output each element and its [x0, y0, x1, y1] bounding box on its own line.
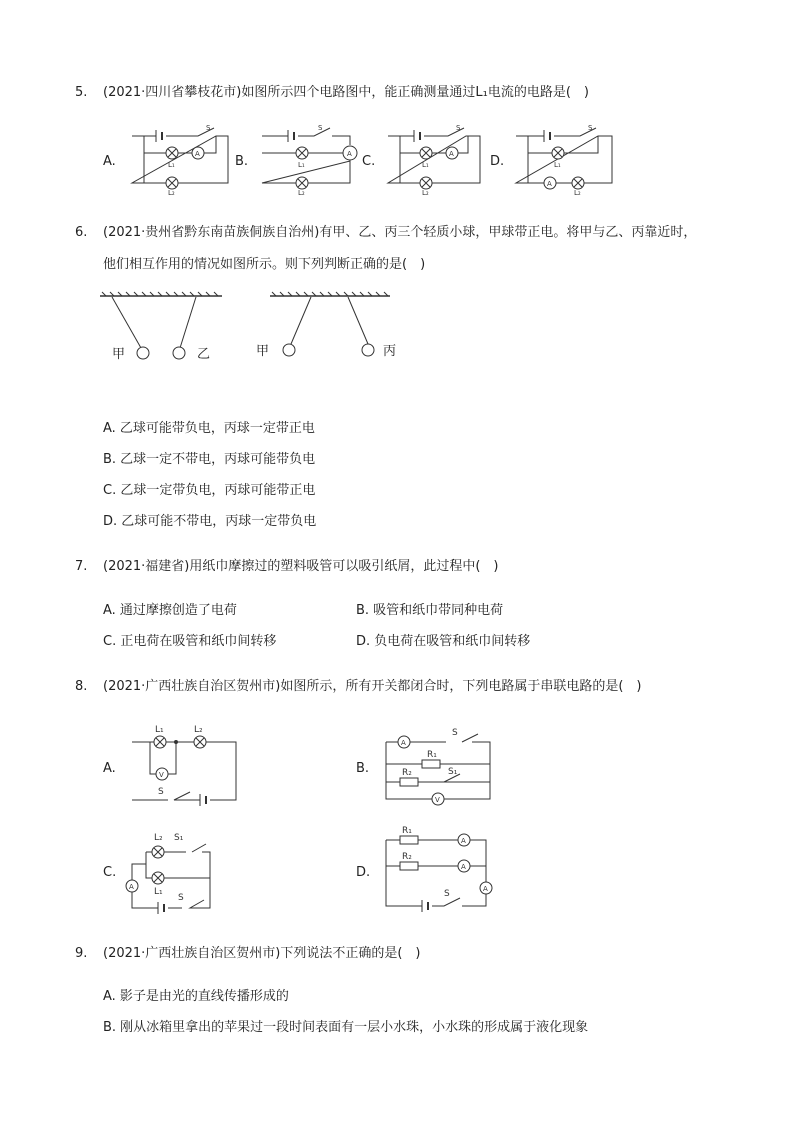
q5-circuit-c: [384, 123, 490, 195]
ammeter-label: A: [461, 837, 466, 845]
option-b: B. 乙球一定不带电，丙球可能带负电: [103, 452, 316, 467]
l1-label: L₁: [422, 161, 429, 169]
option-a: A. 乙球可能带负电，丙球一定带正电: [103, 421, 315, 436]
question-text: (2021·福建省)用纸巾摩擦过的塑料吸管可以吸引纸屑，此过程中( ): [103, 559, 499, 574]
switch-label: S: [206, 124, 211, 132]
ammeter-label: A: [195, 150, 200, 158]
ammeter-label: A: [401, 739, 406, 747]
question-number: 5.: [75, 85, 88, 100]
ammeter-label: A: [461, 863, 466, 871]
q5-circuit-a: [128, 123, 234, 195]
q5-circuit-b: [258, 123, 362, 195]
q8-circuit-b: [382, 724, 494, 810]
ammeter-label: A: [449, 150, 454, 158]
l1-label: L₁: [168, 161, 175, 169]
option-d-label: D.: [356, 865, 371, 880]
option-b: B. 刚从冰箱里拿出的苹果过一段时间表面有一层小水珠，小水珠的形成属于液化现象: [103, 1020, 589, 1035]
option-a-label: A.: [103, 154, 116, 169]
question-text: (2021·四川省攀枝花市)如图所示四个电路图中，能正确测量通过L₁电流的电路是( ): [103, 85, 589, 100]
question-number: 8.: [75, 679, 88, 694]
l2-label: L₂: [298, 189, 305, 197]
ball-bing-label: 丙: [383, 344, 397, 359]
ammeter-label: A: [347, 150, 352, 158]
ball-jia-label: 甲: [112, 347, 126, 362]
option-b-label: B.: [235, 154, 249, 169]
switch-label: S: [456, 124, 461, 132]
option-b: B. 吸管和纸巾带同种电荷: [356, 603, 504, 618]
l2-label: L₂: [574, 189, 581, 197]
voltmeter-label: V: [159, 771, 164, 779]
l2-label: L₂: [154, 833, 163, 843]
switch-label: S: [452, 728, 458, 738]
voltmeter-label: V: [435, 796, 440, 804]
switch-label: S: [158, 787, 164, 797]
option-c: C. 乙球一定带负电，丙球可能带正电: [103, 483, 316, 498]
r2-label: R₂: [402, 768, 412, 778]
option-c-label: C.: [103, 865, 117, 880]
question-number: 7.: [75, 559, 88, 574]
option-a: A. 通过摩擦创造了电荷: [103, 603, 237, 618]
q8-circuit-c: [126, 824, 226, 914]
question-number: 9.: [75, 946, 88, 961]
ball-jia-label: 甲: [256, 344, 270, 359]
switch-label: S: [318, 124, 323, 132]
ammeter-label: A: [483, 885, 488, 893]
q8-circuit-d: [382, 826, 494, 912]
q5-circuit-d: [512, 123, 620, 195]
question-text: (2021·贵州省黔东南苗族侗族自治州)有甲、乙、丙三个轻质小球，甲球带正电。将甲与乙、丙靠近时，: [103, 225, 697, 240]
l2-label: L₂: [168, 189, 175, 197]
question-text: (2021·广西壮族自治区贺州市)下列说法不正确的是( ): [103, 946, 421, 961]
question-number: 6.: [75, 225, 88, 240]
switch-label: S: [178, 893, 184, 903]
r1-label: R₁: [402, 826, 412, 836]
l1-label: L₁: [554, 161, 561, 169]
option-c: C. 正电荷在吸管和纸巾间转移: [103, 634, 277, 649]
ammeter-label: A: [129, 883, 134, 891]
option-d: D. 负电荷在吸管和纸巾间转移: [356, 634, 531, 649]
question-text: (2021·广西壮族自治区贺州市)如图所示，所有开关都闭合时，下列电路属于串联电路的是( ): [103, 679, 642, 694]
l2-label: L₂: [422, 189, 429, 197]
r2-label: R₂: [402, 852, 412, 862]
q6-figure: [100, 292, 410, 364]
r1-label: R₁: [427, 750, 437, 760]
option-c-label: C.: [362, 154, 376, 169]
switch-label: S: [588, 124, 593, 132]
ball-yi-label: 乙: [197, 347, 211, 362]
option-b-label: B.: [356, 761, 370, 776]
option-d: D. 乙球可能不带电，丙球一定带负电: [103, 514, 317, 529]
l2-label: L₂: [194, 725, 203, 735]
l1-label: L₁: [154, 887, 163, 897]
s1-label: S₁: [174, 833, 184, 843]
option-a-label: A.: [103, 761, 116, 776]
option-d-label: D.: [490, 154, 505, 169]
ammeter-label: A: [547, 180, 552, 188]
switch-label: S: [444, 889, 450, 899]
q8-circuit-a: [128, 720, 240, 806]
l1-label: L₁: [155, 725, 164, 735]
l1-label: L₁: [298, 161, 305, 169]
s1-label: S₁: [448, 767, 458, 777]
question-6-text-continued: 他们相互作用的情况如图所示。则下列判断正确的是( ): [103, 257, 426, 272]
option-a: A. 影子是由光的直线传播形成的: [103, 989, 289, 1004]
